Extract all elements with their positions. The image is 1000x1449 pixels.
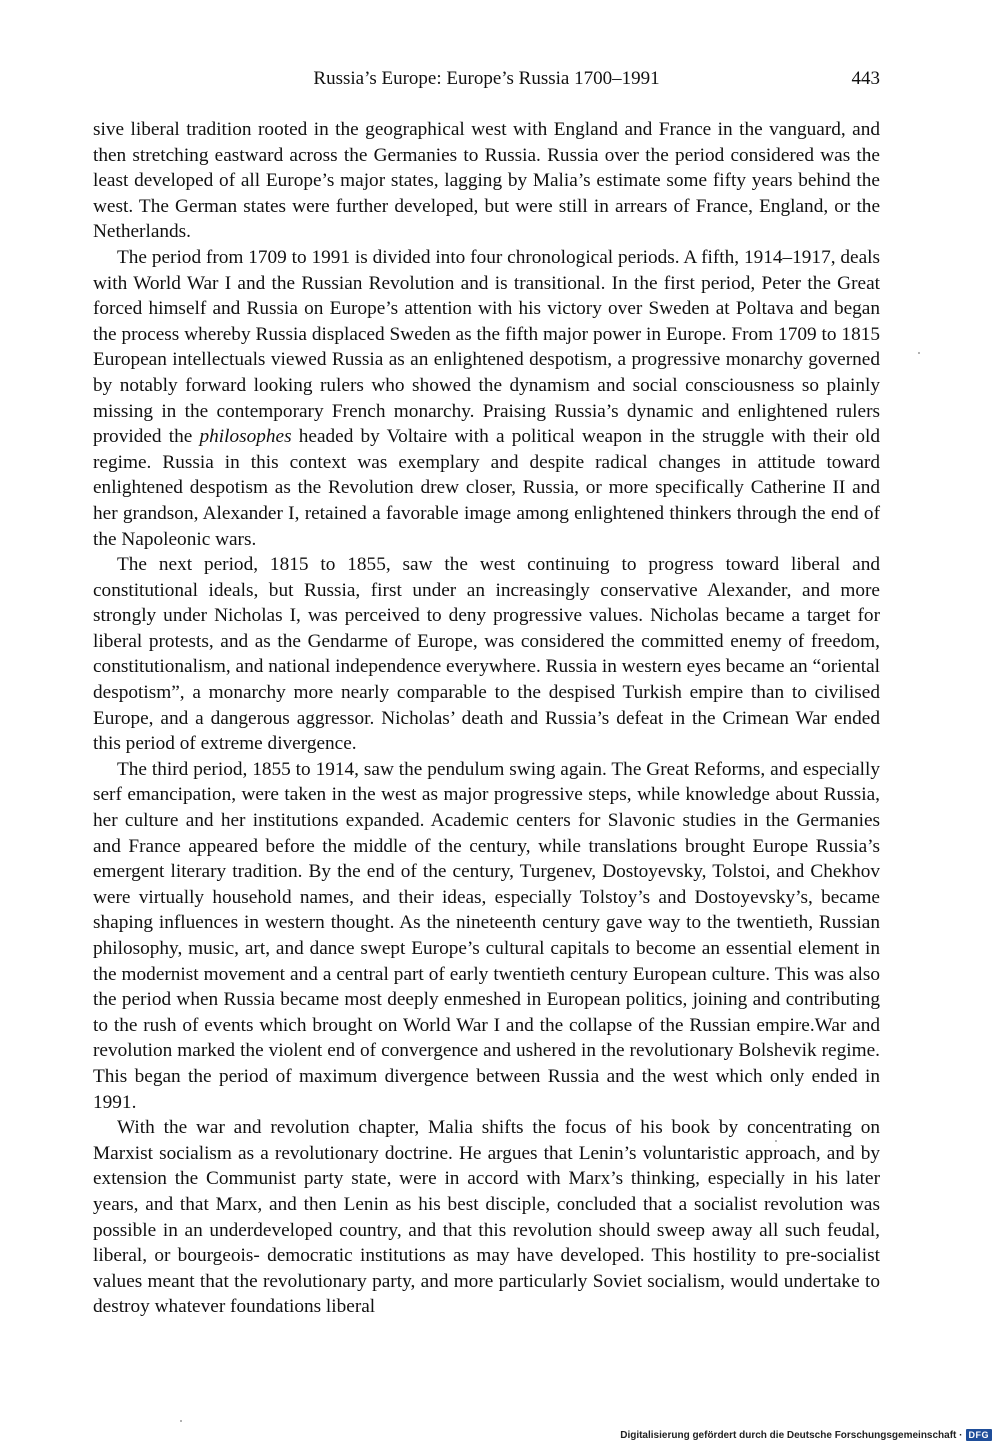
paragraph-text: With the war and revolution chapter, Malia shifts the focus of his book by concentrating on Marxist socialism as a revolutionary doctrine. He argues that Lenin’s voluntaristic approach, and by extension the Communist party state, were in accord with Marx’s thinking, especially in his later years, and that Marx, and then Lenin as his best disciple, concluded that a socialist revolution was possible in an underdeveloped country, and that this revolution should sweep away all such feudal, liberal, or bourgeois- democratic institutions as may have developed. This hostility to pre-socialist values meant that the revolutionary party, and more particularly Soviet socialism, would undertake to destroy whatever foundations liberal (93, 1117, 880, 1318)
paragraph-text: The third period, 1855 to 1914, saw the pendulum swing again. The Great Reforms, and especially serf emancipation, were taken in the west as major progressive steps, while knowledge about Russia, her culture and her institutions expanded. Academic centers for Slavonic studies in the Germanies and France appeared before the middle of the century, while translations brought Europe Russia’s emergent literary tradition. By the end of the century, Turgenev, Dostoyevsky, Tolstoi, and Chekhov were virtually household names, and their ideas, especially Tolstoy’s and Dostoyevsky’s, became shaping influences in western thought. As the nineteenth century gave way to the twentieth, Russian philosophy, music, art, and dance swept Europe’s cultural capitals to become an essential element in the modernist movement and a central part of early twentieth century European culture. This was also the period when Russia became most deeply enmeshed in European politics, joining and contributing to the rush of events which brought on World War I and the collapse of the Russian empire.War and revolution marked the violent end of convergence and ushered in the revolutionary Bolshevik regime. This began the period of maximum divergence between Russia and the west which only ended in 1991. (93, 758, 880, 1113)
credit-text: Digitalisierung gefördert durch die Deutsche Forschungsgemeinschaft · (620, 1429, 963, 1441)
digitization-credit (620, 1429, 992, 1441)
dfg-logo: DFG (966, 1429, 993, 1441)
paragraph-text: sive liberal tradition rooted in the geographical west with England and France in the vanguard, and then stretching eastward across the Germanies to Russia. Russia over the period considered was the least developed of all Europe’s major states, lagging by Malia’s estimate some fifty years behind the west. The German states were further developed, but were still in arrears of France, England, or the Netherlands. (93, 119, 880, 243)
paragraph-text: The next period, 1815 to 1855, saw the west continuing to progress toward liberal and constitutional ideals, but Russia, first under an increasingly conservative Alexander, and more strongly under Nicholas I, was perceived to deny progressive values. Nicholas became a target for liberal protests, and as the Gendarme of Europe, was considered the committed enemy of freedom, constitutionalism, and national independence everywhere. Russia in western eyes became an “oriental despotism”, a monarchy more nearly comparable to the despised Turkish empire than to civilised Europe, and a dangerous aggressor. Nicholas’ death and Russia’s defeat in the Crimean War ended this period of extreme divergence. (93, 554, 880, 755)
running-title: Russia’s Europe: Europe’s Russia 1700–1991 (313, 68, 660, 89)
paragraph-3 (93, 552, 880, 757)
page-number: 443 (851, 68, 880, 89)
paragraph-4 (93, 757, 880, 1115)
body-text (93, 117, 880, 1320)
italic-term: philosophes (199, 426, 292, 448)
paragraph-2 (93, 245, 880, 552)
paragraph-1 (93, 117, 880, 245)
scan-speck (775, 1140, 777, 1142)
paragraph-text: The period from 1709 to 1991 is divided into four chronological periods. A fifth, 1914–1917, deals with World War I and the Russian Revolution and is transitional. In the first period, Peter the Great forced himself and Russia on Europe’s attention with his victory over Sweden at Poltava and began the process whereby Russia displaced Sweden as the fifth major power in Europe. From 1709 to 1815 European intellectuals viewed Russia as an enlightened despotism, a progressive monarchy governed by notably forward looking rulers who showed the dynamism and social consciousness so plainly missing in the contemporary French monarchy. Praising Russia’s dynamic and enlightened rulers provided the (93, 246, 880, 448)
paragraph-5 (93, 1115, 880, 1320)
scan-speck (180, 1420, 182, 1422)
running-header (93, 68, 880, 96)
paragraph-text: headed by Voltaire with a political weapon in the struggle with their old regime. Russia in this context was exemplary and despite radical changes in attitude toward enlightened despotism as the Revolution drew closer, Russia, or more specifically Catherine II and her grandson, Alexander I, retained a favorable image among enlightened thinkers through the end of the Napoleonic wars. (93, 426, 880, 550)
scan-speck (918, 352, 920, 354)
